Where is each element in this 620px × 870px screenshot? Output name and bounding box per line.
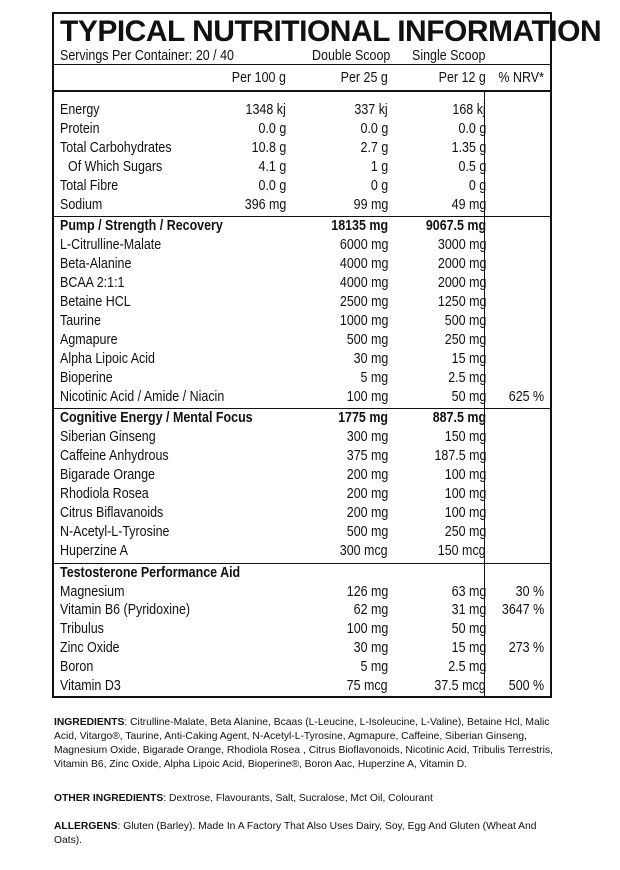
ingredient-name: Alpha Lipoic Acid — [60, 350, 155, 367]
ingredient-name: Siberian Ginseng — [60, 429, 156, 446]
ingredient-name: L-Citrulline-Malate — [60, 237, 162, 254]
ingredients-block — [54, 716, 554, 772]
header-divider — [54, 64, 550, 65]
ingredients-label: INGREDIENTS — [54, 717, 125, 728]
per12-value: 500 mg — [444, 312, 486, 329]
ingredient-name: Zinc Oxide — [60, 640, 120, 657]
ingredient-name: Vitamin B6 (Pyridoxine) — [60, 602, 191, 619]
per25-value: 300 mcg — [340, 542, 388, 559]
nrv-value: 625 % — [508, 388, 544, 405]
per25-header: Per 25 g — [340, 70, 388, 86]
per12-value: 100 mg — [444, 504, 486, 521]
per12-value: 31 mg — [451, 602, 486, 619]
per100-value: 10.8 g — [251, 139, 286, 156]
ingredient-name: Betaine HCL — [60, 294, 131, 310]
per12-value: 50 mg — [451, 621, 486, 638]
per25-value: 200 mg — [346, 467, 388, 484]
per25-value: 99 mg — [353, 196, 388, 213]
ingredient-name: Caffeine Anhydrous — [60, 448, 169, 465]
per12-value: 2000 mg — [437, 256, 486, 273]
per25-value: 126 mg — [346, 583, 388, 600]
per12-value: 100 mg — [444, 467, 486, 484]
ingredients-text: : Citrulline-Malate, Beta Alanine, Bcaas (L-Leucine, L-Isoleucine, L-Valine), Betaine Hcl, Malic Acid, Vitargo®, Taurine, Anti-Caking Agent, N-Acetyl-L-Tyrosine, Agmapure, Caffeine, Siberian Ginseng, Magnesium Oxide, Bigarade Orange, Rhodiola Rosea , Citrus Bioflavonoids, Nicotinic Acid, Tribulis Terrestris, Vitamin B6, Zinc Oxide, Alpha Lipoic Acid, Bioperine®, Boron Aac, Huperzine A, Vitamin D. — [54, 717, 553, 770]
per25-value: 2500 mg — [339, 294, 388, 310]
nutrient-name: Of Which Sugars — [68, 158, 163, 175]
ingredient-name: Vitamin D3 — [60, 678, 121, 694]
thick-divider — [54, 90, 550, 92]
per25-value: 0.0 g — [360, 120, 388, 137]
per100-value: 1348 kj — [245, 102, 286, 118]
ingredient-name: Bioperine — [60, 369, 113, 386]
per25-value: 30 mg — [353, 640, 388, 657]
per12-value: 1.35 g — [451, 139, 486, 156]
panel-title: TYPICAL NUTRITIONAL INFORMATION — [60, 15, 602, 48]
per12-value: 100 mg — [444, 486, 486, 502]
per25-value: 100 mg — [346, 621, 388, 638]
per25-value: 5 mg — [360, 659, 388, 676]
per12-value: 2.5 mg — [447, 369, 486, 386]
nutrient-name: Total Fibre — [60, 177, 119, 194]
nrv-value: 30 % — [515, 583, 544, 600]
ingredient-name: Magnesium — [60, 583, 125, 600]
per12-value: 250 mg — [444, 523, 486, 540]
allergens-block — [54, 820, 554, 848]
ingredient-name: Rhodiola Rosea — [60, 486, 149, 502]
per12-value: 0.0 g — [458, 120, 486, 137]
per25-value: 30 mg — [353, 350, 388, 367]
ingredient-name: Citrus Biflavanoids — [60, 504, 164, 521]
per100-header: Per 100 g — [231, 70, 286, 86]
per12-value: 150 mcg — [438, 542, 486, 559]
per12-value: 0.5 g — [458, 158, 486, 175]
per25-value: 1 g — [370, 158, 388, 175]
allergens-text: : Gluten (Barley). Made In A Factory That Also Uses Dairy, Soy, Egg And Gluten (Wheat And Oats). — [54, 821, 537, 846]
per25-value: 337 kj — [354, 102, 388, 118]
single-scoop-header: Single Scoop — [412, 48, 486, 64]
per12-value: 15 mg — [451, 640, 486, 657]
allergens-label: ALLERGENS — [54, 821, 118, 832]
ingredient-name: Boron — [60, 659, 94, 676]
ingredient-name: Taurine — [60, 312, 101, 329]
per25-value: 4000 mg — [339, 256, 388, 273]
ingredient-name: N-Acetyl-L-Tyrosine — [60, 523, 170, 540]
pump-heading: Pump / Strength / Recovery — [60, 218, 223, 235]
per12-value: 63 mg — [451, 583, 486, 600]
ingredient-name: Huperzine A — [60, 542, 128, 559]
double-scoop-header: Double Scoop — [312, 48, 391, 64]
per12-value: 250 mg — [444, 331, 486, 348]
cognitive-heading: Cognitive Energy / Mental Focus — [60, 410, 253, 427]
nutrition-panel — [52, 12, 602, 698]
per25-value: 300 mg — [346, 429, 388, 446]
per25-value: 200 mg — [346, 504, 388, 521]
nrv-value: 273 % — [508, 640, 544, 657]
per25-value: 2.7 g — [360, 139, 388, 156]
per12-value: 2.5 mg — [447, 659, 486, 676]
per25-value: 62 mg — [353, 602, 388, 619]
other-ingredients-block — [54, 792, 554, 806]
nutrient-name: Energy — [60, 102, 100, 118]
per12-value: 50 mg — [451, 388, 486, 405]
per25-value: 5 mg — [360, 369, 388, 386]
pump-total25: 18135 mg — [331, 218, 388, 235]
per100-value: 4.1 g — [258, 158, 286, 175]
per12-value: 2000 mg — [437, 275, 486, 292]
per25-value: 0 g — [370, 177, 388, 194]
per25-value: 75 mcg — [347, 678, 388, 694]
nrv-value: 3647 % — [501, 602, 544, 619]
per25-value: 6000 mg — [339, 237, 388, 254]
other-ingredients-text: : Dextrose, Flavourants, Salt, Sucralose, Mct Oil, Colourant — [163, 793, 433, 804]
per12-value: 15 mg — [451, 350, 486, 367]
per12-value: 1250 mg — [437, 294, 486, 310]
per12-value: 0 g — [468, 177, 486, 194]
ingredient-name: Beta-Alanine — [60, 256, 132, 273]
per100-value: 0.0 g — [258, 177, 286, 194]
per12-value: 168 kj — [452, 102, 486, 118]
nutrient-name: Protein — [60, 120, 100, 137]
ingredient-name: Bigarade Orange — [60, 467, 155, 484]
nutrient-name: Sodium — [60, 196, 103, 213]
per12-header: Per 12 g — [438, 70, 486, 86]
per12-value: 49 mg — [451, 196, 486, 213]
per25-value: 100 mg — [346, 388, 388, 405]
servings-text: Servings Per Container: 20 / 40 — [60, 48, 234, 64]
ingredient-name: BCAA 2:1:1 — [60, 275, 125, 292]
per12-value: 150 mg — [444, 429, 486, 446]
ingredient-name: Nicotinic Acid / Amide / Niacin — [60, 388, 225, 405]
per25-value: 500 mg — [346, 331, 388, 348]
testosterone-heading: Testosterone Performance Aid — [60, 564, 241, 581]
cognitive-total12: 887.5 mg — [432, 410, 486, 427]
per100-value: 396 mg — [244, 196, 286, 213]
per12-value: 187.5 mg — [433, 448, 486, 465]
per25-value: 1000 mg — [339, 312, 388, 329]
section-divider — [54, 408, 550, 409]
ingredient-name: Tribulus — [60, 621, 104, 638]
per100-value: 0.0 g — [258, 120, 286, 137]
per12-value: 37.5 mcg — [434, 678, 486, 694]
nrv-header: % NRV* — [498, 70, 544, 86]
cognitive-total25: 1775 mg — [338, 410, 388, 427]
nutrient-name: Total Carbohydrates — [60, 139, 172, 156]
per25-value: 375 mg — [346, 448, 388, 465]
ingredient-name: Agmapure — [60, 331, 118, 348]
per25-value: 200 mg — [346, 486, 388, 502]
other-ingredients-label: OTHER INGREDIENTS — [54, 793, 164, 804]
per25-value: 4000 mg — [339, 275, 388, 292]
section-divider — [54, 216, 550, 217]
pump-total12: 9067.5 mg — [425, 218, 486, 235]
per12-value: 3000 mg — [437, 237, 486, 254]
section-divider — [54, 563, 550, 564]
per25-value: 500 mg — [346, 523, 388, 540]
nrv-value: 500 % — [508, 678, 544, 694]
